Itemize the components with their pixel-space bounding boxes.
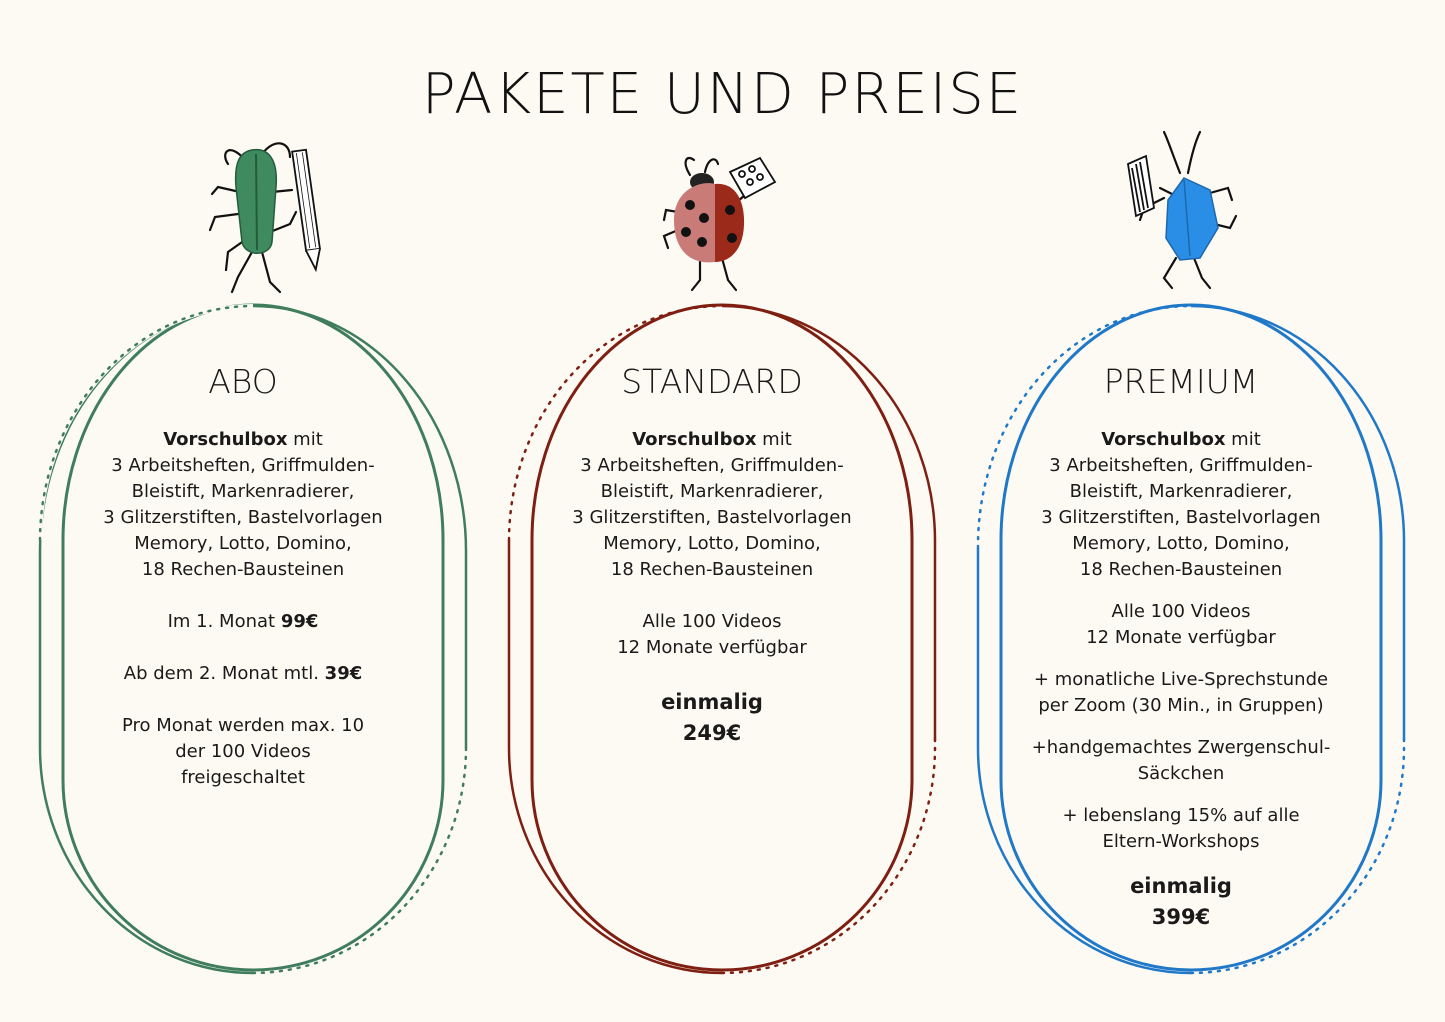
page-title: PAKETE UND PREISE (421, 62, 1024, 127)
extra-line: Eltern-Workshops (1102, 831, 1260, 852)
monthly-label: Ab dem 2. Monat mtl. (123, 663, 325, 684)
extra-line: Säckchen (1137, 763, 1225, 784)
box-label: Vorschulbox (1101, 429, 1226, 450)
content-line: Memory, Lotto, Domino, (603, 533, 821, 554)
video-line: 12 Monate verfügbar (617, 637, 807, 658)
content-line: Bleistift, Markenradierer, (131, 481, 355, 502)
box-contents (537, 427, 887, 583)
card-abo (28, 300, 468, 980)
content-line: 3 Glitzerstiften, Bastelvorlagen (1041, 507, 1321, 528)
card-title: ABO (208, 362, 278, 401)
content-line: Bleistift, Markenradierer, (600, 481, 824, 502)
content-line: 3 Glitzerstiften, Bastelvorlagen (103, 507, 383, 528)
video-note (68, 713, 418, 791)
card-standard (497, 300, 937, 980)
content-line: 3 Arbeitsheften, Griffmulden- (111, 455, 375, 476)
box-contents (68, 427, 418, 583)
box-label: Vorschulbox (163, 429, 288, 450)
content-line: Memory, Lotto, Domino, (134, 533, 352, 554)
extra-line: + monatliche Live-Sprechstunde (1033, 669, 1329, 690)
extra-line: per Zoom (30 Min., in Gruppen) (1038, 695, 1324, 716)
content-line: 18 Rechen-Bausteinen (610, 559, 814, 580)
price-label: einmalig (1130, 874, 1232, 898)
extra-line: + lebenslang 15% auf alle (1062, 805, 1300, 826)
extra-line: +handgemachtes Zwergenschul- (1031, 737, 1331, 758)
content-line: Bleistift, Markenradierer, (1069, 481, 1293, 502)
price (1006, 871, 1356, 933)
box-contents (1006, 427, 1356, 583)
video-line: Alle 100 Videos (1111, 601, 1251, 622)
monthly-amount: 39€ (324, 663, 363, 684)
content-line: Memory, Lotto, Domino, (1072, 533, 1290, 554)
card-title: STANDARD (621, 362, 803, 401)
extra-live-consultation (1006, 667, 1356, 719)
box-label-suffix: mit (1225, 429, 1261, 450)
content-line: 3 Glitzerstiften, Bastelvorlagen (572, 507, 852, 528)
monthly-price (68, 661, 418, 687)
price (537, 687, 887, 749)
note-line: freigeschaltet (181, 767, 305, 788)
video-access (1006, 599, 1356, 651)
note-line: der 100 Videos (175, 741, 311, 762)
extra-handmade-bag (1006, 735, 1356, 787)
video-line: Alle 100 Videos (642, 611, 782, 632)
card-premium (966, 300, 1406, 980)
content-line: 3 Arbeitsheften, Griffmulden- (580, 455, 844, 476)
price-amount: 249€ (682, 721, 742, 745)
video-access (537, 609, 887, 661)
video-line: 12 Monate verfügbar (1086, 627, 1276, 648)
box-label: Vorschulbox (632, 429, 757, 450)
content-line: 18 Rechen-Bausteinen (1079, 559, 1283, 580)
box-label-suffix: mit (287, 429, 323, 450)
note-line: Pro Monat werden max. 10 (121, 715, 365, 736)
extra-workshop-discount (1006, 803, 1356, 855)
first-month-amount: 99€ (280, 611, 319, 632)
ladybug-with-brick-icon (660, 150, 780, 298)
content-line: 18 Rechen-Bausteinen (141, 559, 345, 580)
card-title: PREMIUM (1103, 362, 1259, 401)
price-amount: 399€ (1151, 905, 1211, 929)
first-month-price (68, 609, 418, 635)
price-label: einmalig (661, 690, 763, 714)
first-month-label: Im 1. Monat (167, 611, 281, 632)
content-line: 3 Arbeitsheften, Griffmulden- (1049, 455, 1313, 476)
box-label-suffix: mit (756, 429, 792, 450)
beetle-with-pencil-icon (200, 132, 335, 300)
blue-beetle-with-book-icon (1120, 128, 1245, 293)
